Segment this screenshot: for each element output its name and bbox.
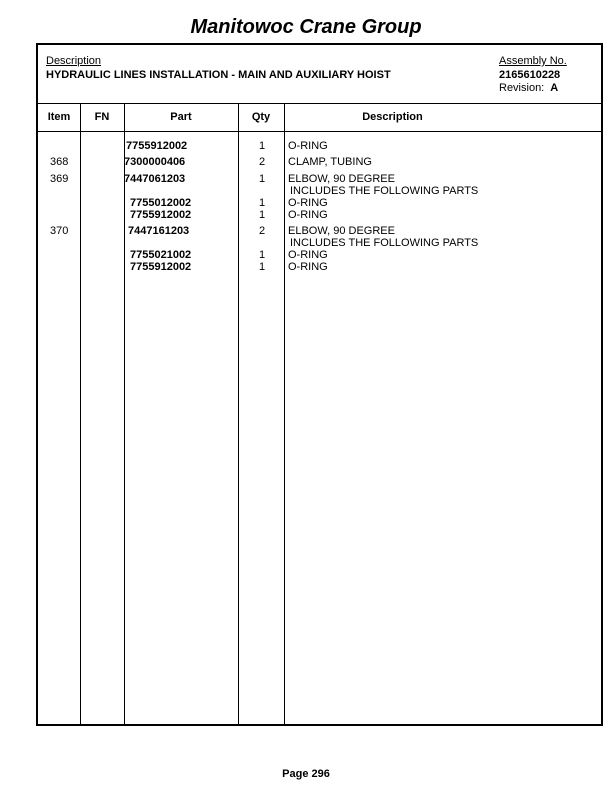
description-label: Description: [46, 55, 102, 67]
table-row: [38, 261, 601, 273]
description-cell: O-RING: [288, 197, 328, 209]
assembly-number-label: Assembly No.: [499, 55, 567, 67]
column-header-qty: Qty: [251, 111, 271, 123]
qty-cell: 1: [258, 197, 266, 209]
part-cell: 7755012002: [130, 197, 192, 209]
revision-value: A: [550, 82, 559, 94]
qty-cell: 1: [258, 249, 266, 261]
part-cell: 7755021002: [130, 249, 192, 261]
description-cell: O-RING: [288, 261, 328, 273]
part-cell: 7447061203: [124, 173, 186, 185]
table-row: [38, 197, 601, 209]
description-cell: ELBOW, 90 DEGREE: [288, 173, 395, 185]
item-cell: 369: [50, 173, 69, 185]
qty-cell: 1: [258, 173, 266, 185]
column-header-fn: FN: [94, 111, 110, 123]
description-cell: CLAMP, TUBING: [288, 156, 372, 168]
description-cell: O-RING: [288, 140, 328, 152]
description-cell: ELBOW, 90 DEGREE: [288, 225, 395, 237]
description-cell: O-RING: [288, 209, 328, 221]
revision-label: Revision:: [499, 82, 545, 94]
parts-rows: [38, 140, 601, 273]
qty-cell: 1: [258, 209, 266, 221]
qty-cell: 1: [258, 261, 266, 273]
table-row: [38, 238, 601, 249]
assembly-description: HYDRAULIC LINES INSTALLATION - MAIN AND AUXILIARY HOIST: [46, 69, 391, 81]
table-row: [38, 209, 601, 221]
item-cell: 370: [50, 225, 69, 237]
revision: [499, 82, 558, 94]
page-number: Page 296: [282, 768, 330, 780]
part-cell: 7755912002: [126, 140, 188, 152]
assembly-number: 2165610228: [499, 69, 561, 81]
part-cell: 7447161203: [128, 225, 190, 237]
description-cell: O-RING: [288, 249, 328, 261]
part-cell: 7300000406: [124, 156, 186, 168]
description-cell: INCLUDES THE FOLLOWING PARTS: [290, 185, 479, 197]
part-cell: 7755912002: [130, 209, 192, 221]
qty-cell: 1: [258, 140, 266, 152]
parts-list-frame: [36, 43, 603, 726]
column-header-item: Item: [47, 111, 71, 123]
header-divider: [38, 103, 601, 104]
description-cell: INCLUDES THE FOLLOWING PARTS: [290, 237, 479, 249]
table-row: [38, 249, 601, 261]
qty-cell: 2: [258, 225, 266, 237]
column-header-part: Part: [170, 111, 192, 123]
item-cell: 368: [50, 156, 69, 168]
column-header-divider: [38, 131, 601, 132]
qty-cell: 2: [258, 156, 266, 168]
table-row: [38, 186, 601, 197]
table-row: [38, 140, 601, 153]
table-row: [38, 156, 601, 169]
part-cell: 7755912002: [130, 261, 192, 273]
company-name: Manitowoc Crane Group: [190, 16, 422, 38]
column-header-description: Description: [362, 111, 423, 123]
